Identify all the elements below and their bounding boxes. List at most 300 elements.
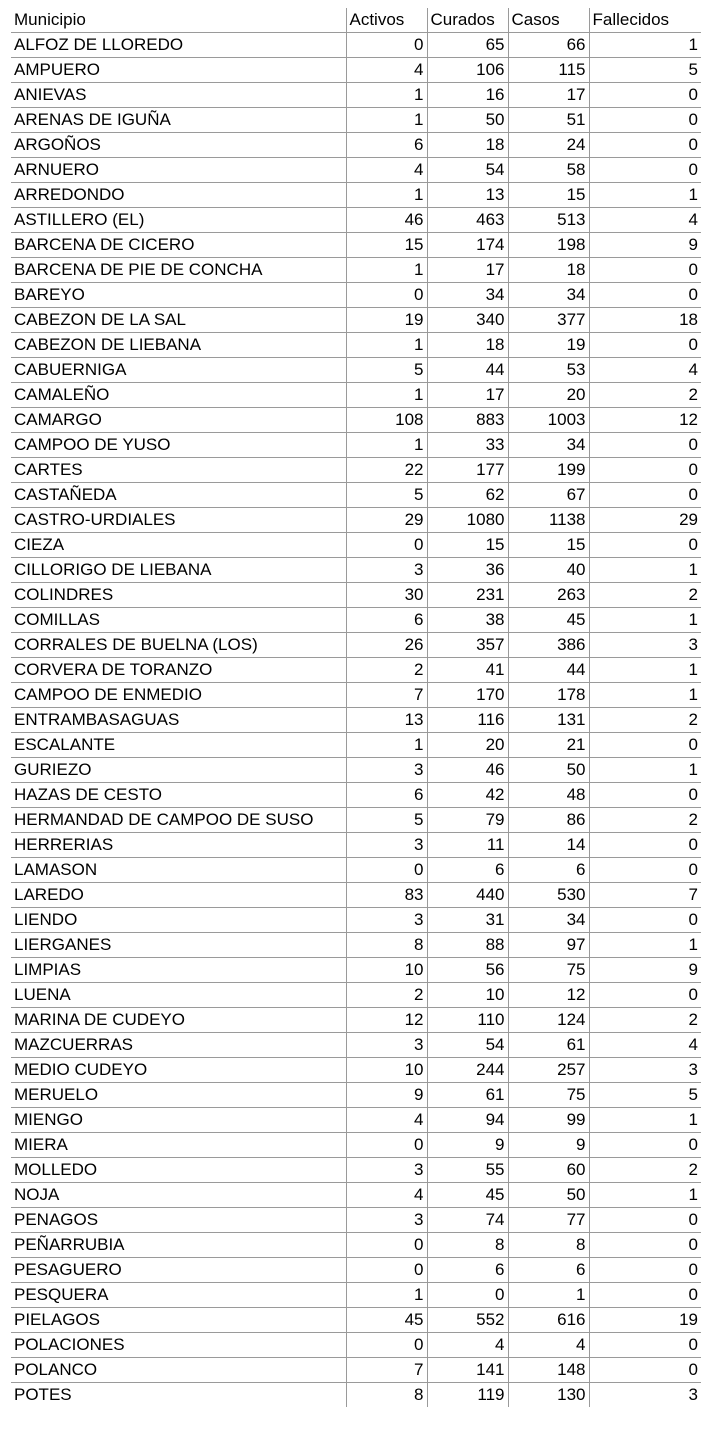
cell-municipio[interactable]: MARINA DE CUDEYO — [11, 1008, 346, 1033]
cell-municipio[interactable]: ARGOÑOS — [11, 133, 346, 158]
cell-activos[interactable]: 3 — [346, 908, 427, 933]
cell-fallecidos[interactable]: 4 — [589, 208, 701, 233]
cell-municipio[interactable]: MERUELO — [11, 1083, 346, 1108]
cell-curados[interactable]: 440 — [427, 883, 508, 908]
cell-activos[interactable]: 3 — [346, 1208, 427, 1233]
cell-curados[interactable]: 34 — [427, 283, 508, 308]
cell-fallecidos[interactable]: 0 — [589, 333, 701, 358]
cell-fallecidos[interactable]: 3 — [589, 1383, 701, 1408]
cell-activos[interactable]: 10 — [346, 1058, 427, 1083]
table-row — [11, 633, 701, 658]
cell-curados[interactable]: 15 — [427, 533, 508, 558]
cell-municipio[interactable]: CARTES — [11, 458, 346, 483]
cell-activos[interactable]: 8 — [346, 933, 427, 958]
cell-casos[interactable]: 386 — [508, 633, 589, 658]
cell-municipio[interactable]: CORRALES DE BUELNA (LOS) — [11, 633, 346, 658]
cell-casos[interactable]: 131 — [508, 708, 589, 733]
cell-curados[interactable]: 11 — [427, 833, 508, 858]
cell-casos[interactable]: 48 — [508, 783, 589, 808]
table-row — [11, 308, 701, 333]
table-row — [11, 433, 701, 458]
cell-activos[interactable]: 1 — [346, 433, 427, 458]
cell-fallecidos[interactable]: 2 — [589, 383, 701, 408]
cell-fallecidos[interactable]: 3 — [589, 633, 701, 658]
cell-activos[interactable]: 83 — [346, 883, 427, 908]
cell-curados[interactable]: 357 — [427, 633, 508, 658]
cell-municipio[interactable]: COMILLAS — [11, 608, 346, 633]
cell-activos[interactable]: 0 — [346, 1333, 427, 1358]
cell-curados[interactable]: 55 — [427, 1158, 508, 1183]
cell-casos[interactable]: 199 — [508, 458, 589, 483]
cell-activos[interactable]: 1 — [346, 383, 427, 408]
cell-activos[interactable]: 15 — [346, 233, 427, 258]
cell-casos[interactable]: 21 — [508, 733, 589, 758]
cell-municipio[interactable]: ARREDONDO — [11, 183, 346, 208]
cell-municipio[interactable]: PIELAGOS — [11, 1308, 346, 1333]
cell-activos[interactable]: 0 — [346, 283, 427, 308]
cell-fallecidos[interactable]: 29 — [589, 508, 701, 533]
cell-municipio[interactable]: PESAGUERO — [11, 1258, 346, 1283]
cell-casos[interactable]: 60 — [508, 1158, 589, 1183]
cell-activos[interactable]: 3 — [346, 558, 427, 583]
cell-municipio[interactable]: CABEZON DE LA SAL — [11, 308, 346, 333]
cell-curados[interactable]: 41 — [427, 658, 508, 683]
header-cell-casos[interactable]: Casos — [508, 8, 589, 33]
cell-curados[interactable]: 44 — [427, 358, 508, 383]
cell-curados[interactable]: 4 — [427, 1333, 508, 1358]
cell-activos[interactable]: 45 — [346, 1308, 427, 1333]
cell-activos[interactable]: 9 — [346, 1083, 427, 1108]
table-row — [11, 533, 701, 558]
cell-fallecidos[interactable]: 0 — [589, 1233, 701, 1258]
cell-activos[interactable]: 3 — [346, 1033, 427, 1058]
cell-municipio[interactable]: MAZCUERRAS — [11, 1033, 346, 1058]
cell-activos[interactable]: 0 — [346, 858, 427, 883]
cell-municipio[interactable]: MIERA — [11, 1133, 346, 1158]
cell-municipio[interactable]: LIERGANES — [11, 933, 346, 958]
cell-casos[interactable]: 18 — [508, 258, 589, 283]
cell-municipio[interactable]: NOJA — [11, 1183, 346, 1208]
cell-activos[interactable]: 0 — [346, 533, 427, 558]
cell-fallecidos[interactable]: 1 — [589, 758, 701, 783]
cell-casos[interactable]: 20 — [508, 383, 589, 408]
cell-curados[interactable]: 18 — [427, 333, 508, 358]
cell-municipio[interactable]: POLACIONES — [11, 1333, 346, 1358]
cell-municipio[interactable]: ARNUERO — [11, 158, 346, 183]
cell-fallecidos[interactable]: 0 — [589, 258, 701, 283]
cell-activos[interactable]: 12 — [346, 1008, 427, 1033]
cell-municipio[interactable]: CORVERA DE TORANZO — [11, 658, 346, 683]
cell-fallecidos[interactable]: 0 — [589, 108, 701, 133]
cell-activos[interactable]: 1 — [346, 258, 427, 283]
cell-casos[interactable]: 1 — [508, 1283, 589, 1308]
cell-activos[interactable]: 4 — [346, 1108, 427, 1133]
cell-casos[interactable]: 1003 — [508, 408, 589, 433]
cell-municipio[interactable]: HERMANDAD DE CAMPOO DE SUSO — [11, 808, 346, 833]
cell-activos[interactable]: 4 — [346, 58, 427, 83]
cell-curados[interactable]: 46 — [427, 758, 508, 783]
cell-curados[interactable]: 463 — [427, 208, 508, 233]
cell-municipio[interactable]: CABUERNIGA — [11, 358, 346, 383]
cell-curados[interactable]: 17 — [427, 258, 508, 283]
cell-casos[interactable]: 6 — [508, 858, 589, 883]
cell-activos[interactable]: 1 — [346, 333, 427, 358]
cell-municipio[interactable]: GURIEZO — [11, 758, 346, 783]
cell-curados[interactable]: 38 — [427, 608, 508, 633]
header-cell-curados[interactable]: Curados — [427, 8, 508, 33]
cell-activos[interactable]: 6 — [346, 608, 427, 633]
cell-casos[interactable]: 198 — [508, 233, 589, 258]
cell-activos[interactable]: 108 — [346, 408, 427, 433]
cell-fallecidos[interactable]: 1 — [589, 558, 701, 583]
header-cell-municipio[interactable]: Municipio — [14, 10, 86, 29]
cell-municipio[interactable]: ESCALANTE — [11, 733, 346, 758]
cell-curados[interactable]: 18 — [427, 133, 508, 158]
cell-curados[interactable]: 36 — [427, 558, 508, 583]
cell-activos[interactable]: 5 — [346, 483, 427, 508]
cell-curados[interactable]: 42 — [427, 783, 508, 808]
cell-casos[interactable]: 15 — [508, 533, 589, 558]
cell-activos[interactable]: 4 — [346, 1183, 427, 1208]
cell-municipio[interactable]: ENTRAMBASAGUAS — [11, 708, 346, 733]
cell-casos[interactable]: 67 — [508, 483, 589, 508]
cell-activos[interactable]: 1 — [346, 183, 427, 208]
cell-municipio[interactable]: POTES — [11, 1383, 346, 1408]
cell-fallecidos[interactable]: 0 — [589, 1283, 701, 1308]
table-row — [11, 1233, 701, 1258]
cell-curados[interactable]: 6 — [427, 1258, 508, 1283]
cell-municipio[interactable]: LUENA — [11, 983, 346, 1008]
cell-curados[interactable]: 62 — [427, 483, 508, 508]
cell-activos[interactable]: 3 — [346, 833, 427, 858]
cell-fallecidos[interactable]: 1 — [589, 658, 701, 683]
cell-activos[interactable]: 3 — [346, 1158, 427, 1183]
cell-municipio[interactable]: PEÑARRUBIA — [11, 1233, 346, 1258]
cell-municipio[interactable]: CAMPOO DE ENMEDIO — [11, 683, 346, 708]
cell-activos[interactable]: 22 — [346, 458, 427, 483]
cell-activos[interactable]: 1 — [346, 83, 427, 108]
cell-curados[interactable]: 56 — [427, 958, 508, 983]
cell-activos[interactable]: 29 — [346, 508, 427, 533]
cell-municipio[interactable]: AMPUERO — [11, 58, 346, 83]
cell-curados[interactable]: 170 — [427, 683, 508, 708]
cell-casos[interactable]: 50 — [508, 1183, 589, 1208]
cell-casos[interactable]: 58 — [508, 158, 589, 183]
cell-casos[interactable]: 130 — [508, 1383, 589, 1408]
cell-casos[interactable]: 178 — [508, 683, 589, 708]
cell-fallecidos[interactable]: 0 — [589, 858, 701, 883]
cell-municipio[interactable]: MEDIO CUDEYO — [11, 1058, 346, 1083]
cell-curados[interactable]: 88 — [427, 933, 508, 958]
table-row — [11, 1333, 701, 1358]
cell-fallecidos[interactable]: 2 — [589, 583, 701, 608]
table-row — [11, 358, 701, 383]
cell-activos[interactable]: 7 — [346, 1358, 427, 1383]
cell-curados[interactable]: 883 — [427, 408, 508, 433]
cell-fallecidos[interactable]: 1 — [589, 1183, 701, 1208]
cell-municipio[interactable]: CABEZON DE LIEBANA — [11, 333, 346, 358]
cell-activos[interactable]: 6 — [346, 133, 427, 158]
cell-activos[interactable]: 0 — [346, 1258, 427, 1283]
cell-curados[interactable]: 110 — [427, 1008, 508, 1033]
cell-activos[interactable]: 7 — [346, 683, 427, 708]
cell-casos[interactable]: 99 — [508, 1108, 589, 1133]
cell-curados[interactable]: 94 — [427, 1108, 508, 1133]
cell-casos[interactable]: 45 — [508, 608, 589, 633]
table-row — [11, 608, 701, 633]
cell-municipio[interactable]: BAREYO — [11, 283, 346, 308]
cell-activos[interactable]: 2 — [346, 658, 427, 683]
cell-municipio[interactable]: ALFOZ DE LLOREDO — [11, 33, 346, 58]
cell-municipio[interactable]: CAMPOO DE YUSO — [11, 433, 346, 458]
header-cell-activos[interactable]: Activos — [346, 8, 427, 33]
cell-casos[interactable]: 34 — [508, 908, 589, 933]
cell-municipio[interactable]: LIMPIAS — [11, 958, 346, 983]
table-row — [11, 158, 701, 183]
cell-curados[interactable]: 16 — [427, 83, 508, 108]
cell-fallecidos[interactable]: 0 — [589, 733, 701, 758]
cell-fallecidos[interactable]: 2 — [589, 708, 701, 733]
table-row — [11, 1058, 701, 1083]
cell-curados[interactable]: 79 — [427, 808, 508, 833]
cell-casos[interactable]: 616 — [508, 1308, 589, 1333]
table-row — [11, 808, 701, 833]
cell-casos[interactable]: 14 — [508, 833, 589, 858]
cell-municipio[interactable]: LAMASON — [11, 858, 346, 883]
table-row — [11, 458, 701, 483]
cell-fallecidos[interactable]: 0 — [589, 158, 701, 183]
cell-fallecidos[interactable]: 19 — [589, 1308, 701, 1333]
cell-casos[interactable]: 34 — [508, 283, 589, 308]
cell-casos[interactable]: 263 — [508, 583, 589, 608]
cell-activos[interactable]: 0 — [346, 33, 427, 58]
cell-fallecidos[interactable]: 12 — [589, 408, 701, 433]
cell-activos[interactable]: 2 — [346, 983, 427, 1008]
cell-municipio[interactable]: LIENDO — [11, 908, 346, 933]
cell-fallecidos[interactable]: 0 — [589, 983, 701, 1008]
cell-fallecidos[interactable]: 0 — [589, 458, 701, 483]
cell-fallecidos[interactable]: 1 — [589, 608, 701, 633]
cell-casos[interactable]: 77 — [508, 1208, 589, 1233]
cell-fallecidos[interactable]: 2 — [589, 1158, 701, 1183]
cell-curados[interactable]: 0 — [427, 1283, 508, 1308]
cell-activos[interactable]: 1 — [346, 1283, 427, 1308]
cell-casos[interactable]: 148 — [508, 1358, 589, 1383]
cell-casos[interactable]: 34 — [508, 433, 589, 458]
cell-casos[interactable]: 513 — [508, 208, 589, 233]
cell-fallecidos[interactable]: 9 — [589, 233, 701, 258]
cell-casos[interactable]: 1138 — [508, 508, 589, 533]
cell-fallecidos[interactable]: 3 — [589, 1058, 701, 1083]
cell-curados[interactable]: 244 — [427, 1058, 508, 1083]
cell-casos[interactable]: 53 — [508, 358, 589, 383]
cell-activos[interactable]: 6 — [346, 783, 427, 808]
cell-curados[interactable]: 119 — [427, 1383, 508, 1408]
cell-fallecidos[interactable]: 2 — [589, 1008, 701, 1033]
cell-fallecidos[interactable]: 0 — [589, 1208, 701, 1233]
table-row — [11, 958, 701, 983]
cell-curados[interactable]: 31 — [427, 908, 508, 933]
cell-activos[interactable]: 4 — [346, 158, 427, 183]
cell-casos[interactable]: 66 — [508, 33, 589, 58]
cell-municipio[interactable]: ASTILLERO (EL) — [11, 208, 346, 233]
cell-curados[interactable]: 65 — [427, 33, 508, 58]
cell-casos[interactable]: 124 — [508, 1008, 589, 1033]
cell-municipio[interactable]: MIENGO — [11, 1108, 346, 1133]
cell-curados[interactable]: 1080 — [427, 508, 508, 533]
cell-municipio[interactable]: PESQUERA — [11, 1283, 346, 1308]
cell-municipio[interactable]: ANIEVAS — [11, 83, 346, 108]
cell-curados[interactable]: 6 — [427, 858, 508, 883]
cell-casos[interactable]: 75 — [508, 1083, 589, 1108]
cell-curados[interactable]: 174 — [427, 233, 508, 258]
cell-activos[interactable]: 10 — [346, 958, 427, 983]
cell-fallecidos[interactable]: 4 — [589, 1033, 701, 1058]
cell-casos[interactable]: 50 — [508, 758, 589, 783]
cell-municipio[interactable]: ARENAS DE IGUÑA — [11, 108, 346, 133]
cell-municipio[interactable]: CAMALEÑO — [11, 383, 346, 408]
cell-casos[interactable]: 6 — [508, 1258, 589, 1283]
cell-fallecidos[interactable]: 0 — [589, 783, 701, 808]
cell-curados[interactable]: 116 — [427, 708, 508, 733]
cell-activos[interactable]: 13 — [346, 708, 427, 733]
cell-activos[interactable]: 5 — [346, 358, 427, 383]
cell-casos[interactable]: 51 — [508, 108, 589, 133]
cell-curados[interactable]: 231 — [427, 583, 508, 608]
cell-fallecidos[interactable]: 18 — [589, 308, 701, 333]
cell-municipio[interactable]: COLINDRES — [11, 583, 346, 608]
cell-municipio[interactable]: CAMARGO — [11, 408, 346, 433]
cell-fallecidos[interactable]: 9 — [589, 958, 701, 983]
cell-curados[interactable]: 74 — [427, 1208, 508, 1233]
cell-fallecidos[interactable]: 0 — [589, 283, 701, 308]
cell-casos[interactable]: 4 — [508, 1333, 589, 1358]
cell-activos[interactable]: 30 — [346, 583, 427, 608]
cell-municipio[interactable]: CASTAÑEDA — [11, 483, 346, 508]
cell-municipio[interactable]: BARCENA DE CICERO — [11, 233, 346, 258]
table-row — [11, 758, 701, 783]
cell-curados[interactable]: 10 — [427, 983, 508, 1008]
table-row — [11, 83, 701, 108]
cell-casos[interactable]: 12 — [508, 983, 589, 1008]
cell-fallecidos[interactable]: 1 — [589, 33, 701, 58]
cell-curados[interactable]: 54 — [427, 1033, 508, 1058]
cell-casos[interactable]: 86 — [508, 808, 589, 833]
cell-curados[interactable]: 33 — [427, 433, 508, 458]
cell-fallecidos[interactable]: 0 — [589, 833, 701, 858]
cell-municipio[interactable]: CIEZA — [11, 533, 346, 558]
cell-fallecidos[interactable]: 0 — [589, 83, 701, 108]
cell-fallecidos[interactable]: 1 — [589, 683, 701, 708]
cell-casos[interactable]: 257 — [508, 1058, 589, 1083]
cell-curados[interactable]: 552 — [427, 1308, 508, 1333]
table-row — [11, 1183, 701, 1208]
cell-curados[interactable]: 50 — [427, 108, 508, 133]
cell-municipio[interactable]: LAREDO — [11, 883, 346, 908]
cell-activos[interactable]: 5 — [346, 808, 427, 833]
cell-municipio[interactable]: CILLORIGO DE LIEBANA — [11, 558, 346, 583]
cell-fallecidos[interactable]: 1 — [589, 183, 701, 208]
cell-curados[interactable]: 9 — [427, 1133, 508, 1158]
cell-municipio[interactable]: PENAGOS — [11, 1208, 346, 1233]
table-row — [11, 733, 701, 758]
cell-curados[interactable]: 177 — [427, 458, 508, 483]
cell-curados[interactable]: 13 — [427, 183, 508, 208]
cell-curados[interactable]: 54 — [427, 158, 508, 183]
cell-municipio[interactable]: HERRERIAS — [11, 833, 346, 858]
table-row — [11, 1308, 701, 1333]
cell-curados[interactable]: 106 — [427, 58, 508, 83]
cell-curados[interactable]: 141 — [427, 1358, 508, 1383]
cell-fallecidos[interactable]: 0 — [589, 1358, 701, 1383]
cell-curados[interactable]: 20 — [427, 733, 508, 758]
cell-fallecidos[interactable]: 2 — [589, 808, 701, 833]
cell-municipio[interactable]: CASTRO-URDIALES — [11, 508, 346, 533]
cell-curados[interactable]: 45 — [427, 1183, 508, 1208]
cell-fallecidos[interactable]: 0 — [589, 1258, 701, 1283]
cell-activos[interactable]: 1 — [346, 733, 427, 758]
cell-casos[interactable]: 377 — [508, 308, 589, 333]
cell-casos[interactable]: 75 — [508, 958, 589, 983]
cell-fallecidos[interactable]: 5 — [589, 1083, 701, 1108]
cell-municipio[interactable]: POLANCO — [11, 1358, 346, 1383]
cell-activos[interactable]: 19 — [346, 308, 427, 333]
cell-curados[interactable]: 340 — [427, 308, 508, 333]
cell-fallecidos[interactable]: 0 — [589, 483, 701, 508]
cell-casos[interactable]: 17 — [508, 83, 589, 108]
cell-fallecidos[interactable]: 0 — [589, 908, 701, 933]
header-cell-fallecidos[interactable]: Fallecidos — [589, 8, 701, 33]
cell-fallecidos[interactable]: 7 — [589, 883, 701, 908]
cell-fallecidos[interactable]: 0 — [589, 1133, 701, 1158]
cell-fallecidos[interactable]: 0 — [589, 533, 701, 558]
cell-casos[interactable]: 61 — [508, 1033, 589, 1058]
cell-casos[interactable]: 115 — [508, 58, 589, 83]
cell-curados[interactable]: 17 — [427, 383, 508, 408]
cell-casos[interactable]: 530 — [508, 883, 589, 908]
table-row — [11, 483, 701, 508]
cell-municipio[interactable]: MOLLEDO — [11, 1158, 346, 1183]
cell-fallecidos[interactable]: 1 — [589, 1108, 701, 1133]
cell-fallecidos[interactable]: 1 — [589, 933, 701, 958]
cell-fallecidos[interactable]: 4 — [589, 358, 701, 383]
cell-casos[interactable]: 19 — [508, 333, 589, 358]
cell-casos[interactable]: 15 — [508, 183, 589, 208]
cell-activos[interactable]: 8 — [346, 1383, 427, 1408]
cell-activos[interactable]: 0 — [346, 1133, 427, 1158]
cell-activos[interactable]: 46 — [346, 208, 427, 233]
cell-casos[interactable]: 24 — [508, 133, 589, 158]
cell-fallecidos[interactable]: 5 — [589, 58, 701, 83]
cell-casos[interactable]: 8 — [508, 1233, 589, 1258]
table-row — [11, 708, 701, 733]
cell-activos[interactable]: 3 — [346, 758, 427, 783]
cell-casos[interactable]: 97 — [508, 933, 589, 958]
cell-municipio[interactable]: HAZAS DE CESTO — [11, 783, 346, 808]
cell-casos[interactable]: 44 — [508, 658, 589, 683]
cell-casos[interactable]: 40 — [508, 558, 589, 583]
cell-activos[interactable]: 0 — [346, 1233, 427, 1258]
cell-fallecidos[interactable]: 0 — [589, 133, 701, 158]
cell-curados[interactable]: 61 — [427, 1083, 508, 1108]
cell-fallecidos[interactable]: 0 — [589, 1333, 701, 1358]
cell-curados[interactable]: 8 — [427, 1233, 508, 1258]
cell-fallecidos[interactable]: 0 — [589, 433, 701, 458]
cell-activos[interactable]: 26 — [346, 633, 427, 658]
cell-casos[interactable]: 9 — [508, 1133, 589, 1158]
cell-activos[interactable]: 1 — [346, 108, 427, 133]
cell-municipio[interactable]: BARCENA DE PIE DE CONCHA — [11, 258, 346, 283]
